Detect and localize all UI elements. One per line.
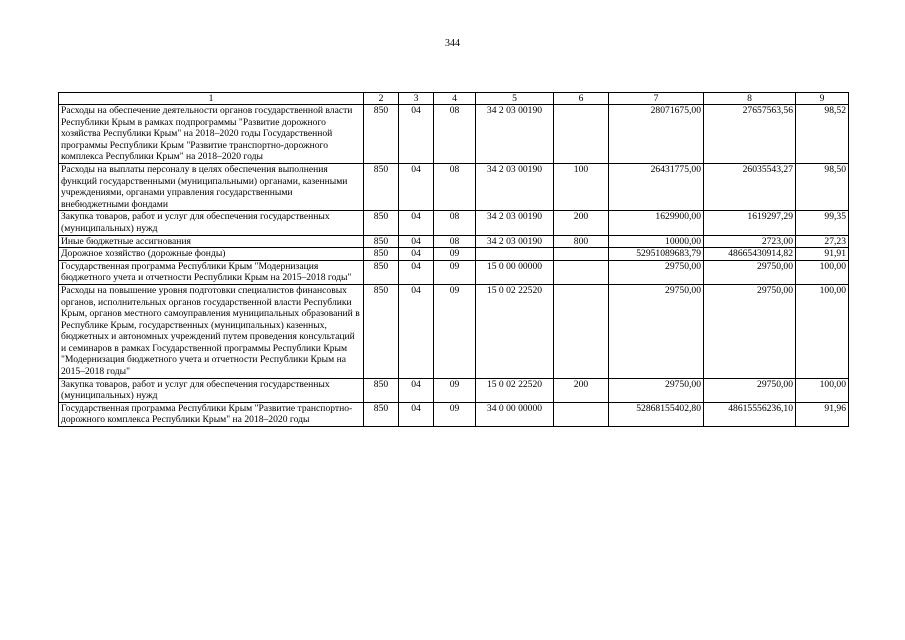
execution-percent-cell: 100,00 [796,260,849,284]
expense-type-cell: 100 [554,163,609,210]
executed-amount-cell: 48665430914,82 [704,248,796,261]
admin-code-cell: 850 [364,163,399,210]
table-row [59,260,849,284]
table-row [59,163,849,210]
section-cell: 04 [399,260,434,284]
budget-table [58,92,849,427]
row-name-cell: Закупка товаров, работ и услуг для обеспечения государственных (муниципальных) нужд [59,211,364,235]
column-header-6: 6 [554,93,609,105]
table-body [59,105,849,427]
planned-amount-cell: 10000,00 [609,235,704,248]
page-number: 344 [445,38,460,49]
expense-type-cell: 200 [554,378,609,402]
section-cell: 04 [399,235,434,248]
planned-amount-cell: 28071675,00 [609,105,704,164]
admin-code-cell: 850 [364,235,399,248]
target-article-cell: 34 2 03 00190 [476,163,554,210]
planned-amount-cell: 29750,00 [609,260,704,284]
planned-amount-cell: 26431775,00 [609,163,704,210]
row-name-cell: Расходы на обеспечение деятельности органов государственной власти Республики Крым в рамках подпрограммы "Развитие дорожного хозяйства Республики Крым" на 2018–2020 годы Государственной программы Республики Крым "Развитие транспортно-дорожного комплекса Республики Крым" на 2018–2020 годы [59,105,364,164]
section-cell: 04 [399,163,434,210]
target-article-cell: 34 2 03 00190 [476,211,554,235]
section-cell: 04 [399,402,434,426]
executed-amount-cell: 29750,00 [704,284,796,378]
admin-code-cell: 850 [364,248,399,261]
table-row [59,105,849,164]
executed-amount-cell: 48615556236,10 [704,402,796,426]
table-row [59,378,849,402]
target-article-cell: 34 0 00 00000 [476,402,554,426]
executed-amount-cell: 29750,00 [704,260,796,284]
column-header-5: 5 [476,93,554,105]
expense-type-cell [554,105,609,164]
executed-amount-cell: 27657563,56 [704,105,796,164]
column-header-9: 9 [796,93,849,105]
expense-type-cell: 800 [554,235,609,248]
admin-code-cell: 850 [364,284,399,378]
section-cell: 04 [399,211,434,235]
planned-amount-cell: 52951089683,79 [609,248,704,261]
subsection-cell: 08 [434,235,476,248]
table-row [59,211,849,235]
row-name-cell: Государственная программа Республики Крым "Модернизация бюджетного учета и отчетности Республики Крым на 2015–2018 годы" [59,260,364,284]
section-cell: 04 [399,284,434,378]
execution-percent-cell: 98,50 [796,163,849,210]
column-header-8: 8 [704,93,796,105]
target-article-cell: 15 0 02 22520 [476,284,554,378]
table-row [59,402,849,426]
planned-amount-cell: 29750,00 [609,284,704,378]
executed-amount-cell: 26035543,27 [704,163,796,210]
admin-code-cell: 850 [364,402,399,426]
table-row [59,248,849,261]
expense-type-cell: 200 [554,211,609,235]
subsection-cell: 08 [434,211,476,235]
admin-code-cell: 850 [364,378,399,402]
expense-type-cell [554,260,609,284]
section-cell: 04 [399,378,434,402]
target-article-cell: 15 0 00 00000 [476,260,554,284]
expense-type-cell [554,284,609,378]
admin-code-cell: 850 [364,105,399,164]
column-header-1: 1 [59,93,364,105]
executed-amount-cell: 2723,00 [704,235,796,248]
subsection-cell: 08 [434,163,476,210]
subsection-cell: 09 [434,402,476,426]
target-article-cell [476,248,554,261]
column-header-4: 4 [434,93,476,105]
row-name-cell: Закупка товаров, работ и услуг для обеспечения государственных (муниципальных) нужд [59,378,364,402]
execution-percent-cell: 27,23 [796,235,849,248]
planned-amount-cell: 52868155402,80 [609,402,704,426]
expense-type-cell [554,402,609,426]
admin-code-cell: 850 [364,260,399,284]
expense-type-cell [554,248,609,261]
subsection-cell: 09 [434,378,476,402]
row-name-cell: Дорожное хозяйство (дорожные фонды) [59,248,364,261]
row-name-cell: Расходы на выплаты персоналу в целях обеспечения выполнения функций государственными (муниципальными) органами, казенными учреждениями, органами управления государственными внебюджетными фондами [59,163,364,210]
table-header-row [59,93,849,105]
section-cell: 04 [399,248,434,261]
target-article-cell: 34 2 03 00190 [476,105,554,164]
column-header-2: 2 [364,93,399,105]
planned-amount-cell: 1629900,00 [609,211,704,235]
execution-percent-cell: 98,52 [796,105,849,164]
execution-percent-cell: 100,00 [796,378,849,402]
row-name-cell: Государственная программа Республики Крым "Развитие транспортно-дорожного комплекса Республики Крым" на 2018–2020 годы [59,402,364,426]
target-article-cell: 34 2 03 00190 [476,235,554,248]
subsection-cell: 09 [434,248,476,261]
execution-percent-cell: 91,96 [796,402,849,426]
column-header-3: 3 [399,93,434,105]
planned-amount-cell: 29750,00 [609,378,704,402]
table-row [59,235,849,248]
table-row [59,284,849,378]
row-name-cell: Иные бюджетные ассигнования [59,235,364,248]
target-article-cell: 15 0 02 22520 [476,378,554,402]
subsection-cell: 09 [434,284,476,378]
column-header-7: 7 [609,93,704,105]
row-name-cell: Расходы на повышение уровня подготовки специалистов финансовых органов, исполнительных органов государственной власти Республики Крым, органов местного самоуправления муниципальных образований в Республике Крым, государственных (муниципальных) казенных, бюджетных и автономных учреждений путем проведения консультаций и семинаров в рамках Государственной программы Республики Крым "Модернизация бюджетного учета и отчетности Республики Крым на 2015–2018 годы" [59,284,364,378]
execution-percent-cell: 99,35 [796,211,849,235]
execution-percent-cell: 91,91 [796,248,849,261]
admin-code-cell: 850 [364,211,399,235]
subsection-cell: 08 [434,105,476,164]
section-cell: 04 [399,105,434,164]
subsection-cell: 09 [434,260,476,284]
executed-amount-cell: 1619297,29 [704,211,796,235]
executed-amount-cell: 29750,00 [704,378,796,402]
execution-percent-cell: 100,00 [796,284,849,378]
